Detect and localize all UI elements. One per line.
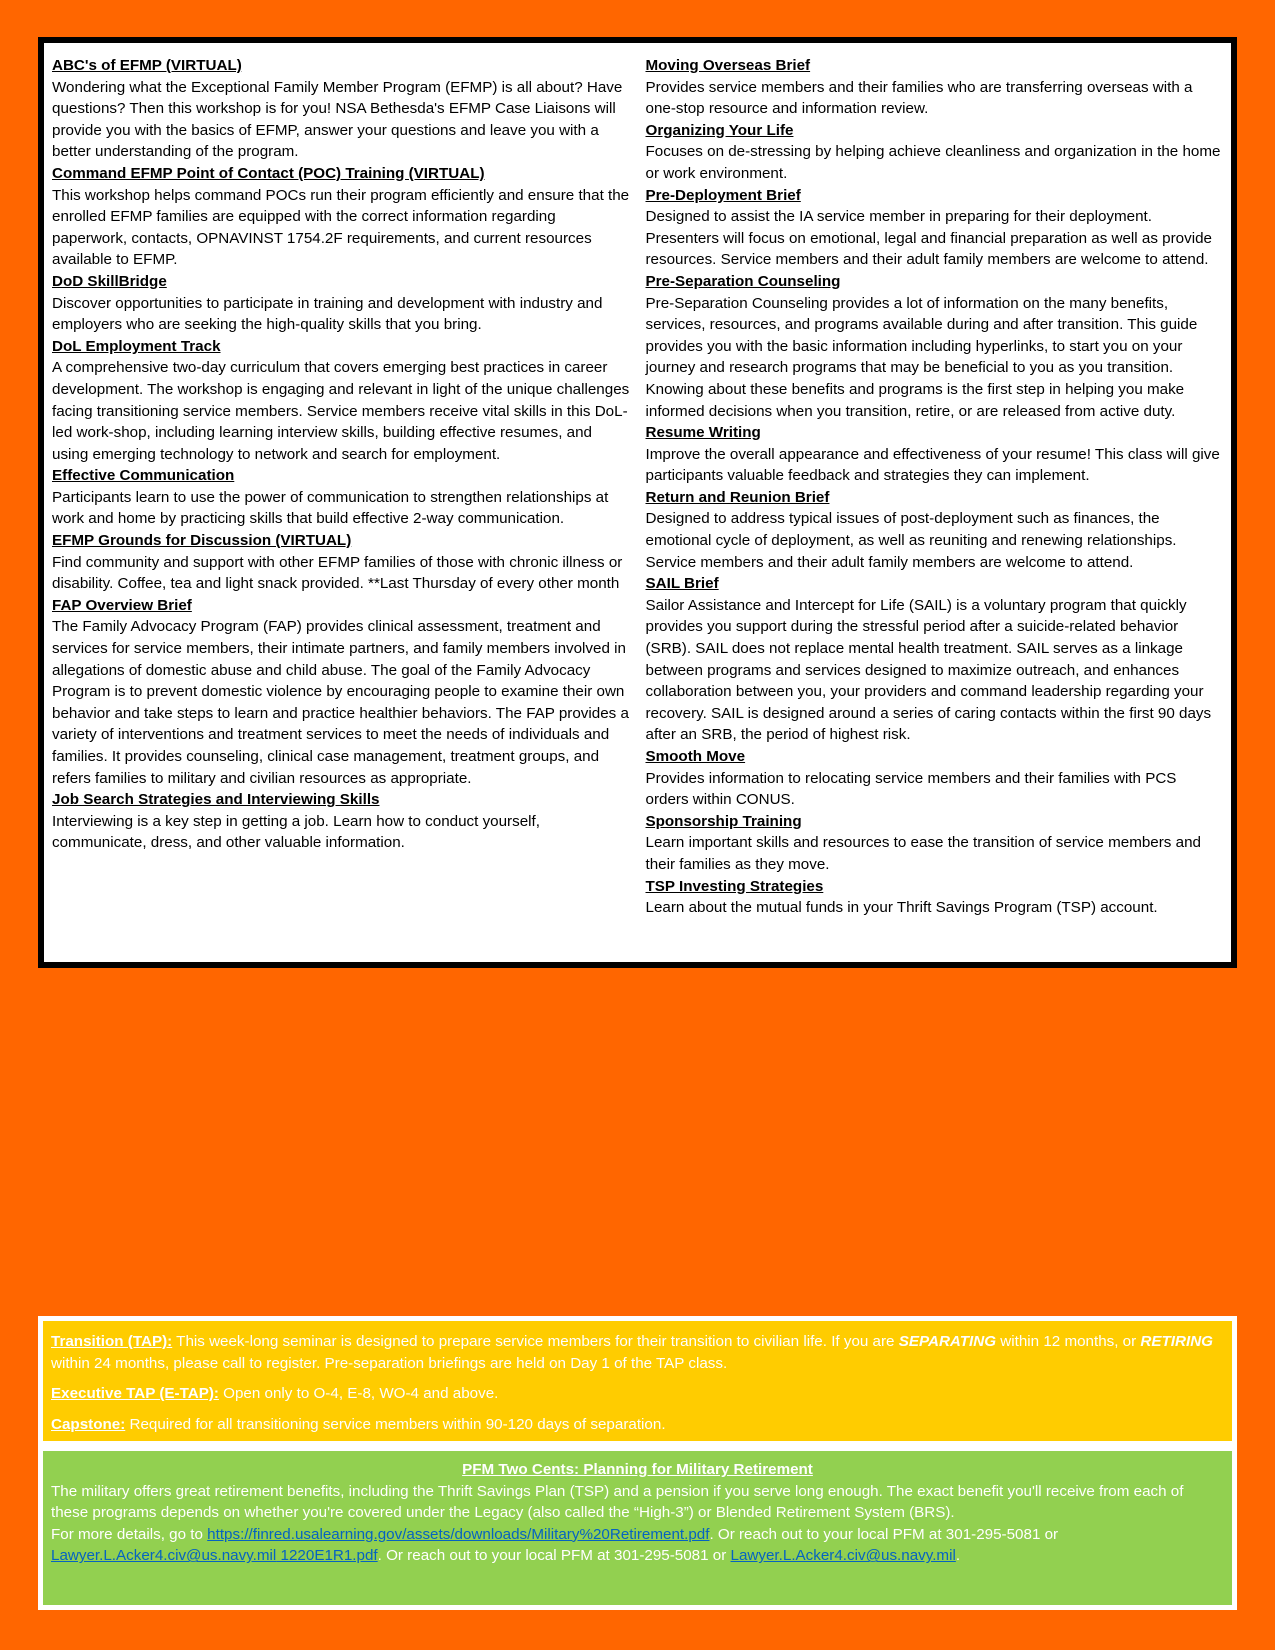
class-description: Learn important skills and resources to ease the transition of service members and their families as they move. — [645, 834, 1201, 873]
class-description: Focuses on de-stressing by helping achieve cleanliness and organization in the home or work environment. — [645, 143, 1221, 182]
pfm-more-prefix: For more details, go to — [51, 1525, 208, 1543]
class-title: DoL Employment Track — [52, 337, 221, 355]
right-column — [644, 55, 1224, 962]
pfm-end: . — [955, 1547, 961, 1565]
class-entry — [646, 271, 1224, 422]
class-entry — [646, 120, 1224, 185]
class-title: Command EFMP Point of Contact (POC) Training (VIRTUAL) — [52, 164, 485, 182]
class-title: Smooth Move — [645, 748, 746, 765]
class-descriptions-panel — [38, 37, 1237, 968]
class-description: Learn about the mutual funds in your Thrift Savings Program (TSP) account. — [645, 899, 1158, 917]
pfm-title: PFM Two Cents: Planning for Military Retirement — [462, 1461, 813, 1478]
class-description: Wondering what the Exceptional Family Member Program (EFMP) is all about? Have questions? Then this workshop is for you! NSA Bethesda's EFMP Case Liaisons will provide you with the basics of EFMP, answer your questions and leave you with a better understanding of the program. — [52, 78, 623, 161]
class-description: Provides information to relocating service members and their families with PCS orders within CONUS. — [645, 769, 1177, 809]
tap-separating: SEPARATING — [898, 1333, 997, 1350]
class-entry — [646, 746, 1224, 811]
class-title: SAIL Brief — [645, 575, 719, 593]
class-description: Provides service members and their families who are transferring overseas with a one-stop resource and information review. — [645, 78, 1193, 118]
class-title: FAP Overview Brief — [52, 596, 192, 614]
class-entry — [52, 336, 630, 466]
class-title: ABC's of EFMP (VIRTUAL) — [52, 57, 242, 74]
class-entry — [52, 530, 630, 595]
pfm-body: The military offers great retirement benefits, including the Thrift Savings Plan (TSP) and a pension if you serve long enough. The exact benefit you'll receive from each of these programs depends on whether you're covered under the Legacy (also called the “High-3”) or Blended Retirement System (BRS). — [51, 1482, 1184, 1522]
etap-paragraph — [51, 1383, 1224, 1405]
capstone-label: Capstone: — [51, 1415, 126, 1433]
class-description: Pre-Separation Counseling provides a lot of information on the many benefits, services, resources, and programs available during and after transition. This guide provides you with the basic information including hyperlinks, to start you on your journey and research programs that may be beneficial to you as you transition. Knowing about these benefits and programs is the first step in helping you make informed decisions when you transition, retire, or are released from active duty. — [645, 294, 1198, 420]
class-entry — [52, 595, 630, 789]
retirement-pdf-link[interactable]: https://finred.usalearning.gov/assets/downloads/Military%20Retirement.pdf — [207, 1525, 710, 1543]
class-entry — [52, 271, 630, 336]
class-entry — [646, 487, 1224, 573]
tap-text-1: This week-long seminar is designed to prepare service members for their transition to civilian life. If you are — [172, 1333, 899, 1350]
class-description: Discover opportunities to participate in training and development with industry and employers who are seeking the high-quality skills that you bring. — [52, 294, 603, 334]
tap-text-3: within 24 months, please call to register. Pre-separation briefings are held on Day 1 of the TAP class. — [51, 1354, 728, 1372]
class-entry — [646, 811, 1224, 876]
class-entry — [646, 422, 1224, 487]
class-title: Return and Reunion Brief — [645, 488, 830, 506]
class-entry — [52, 465, 630, 530]
class-entry — [646, 876, 1224, 919]
class-title: DoD SkillBridge — [52, 272, 167, 290]
tap-paragraph — [51, 1331, 1224, 1374]
class-description: A comprehensive two-day curriculum that covers emerging best practices in career development. The workshop is engaging and relevant in light of the unique challenges facing transitioning service members. Service members receive vital skills in this DoL-led work-shop, including learning interview skills, building effective resumes, and using emerging technology to network and search for employment. — [52, 359, 630, 463]
capstone-text: Required for all transitioning service members within 90-120 days of separation. — [125, 1415, 666, 1433]
class-description: Participants learn to use the power of communication to strengthen relationships at work and home by practicing skills that build effective 2-way communication. — [52, 488, 609, 528]
class-title: Resume Writing — [645, 424, 761, 442]
class-title: Sponsorship Training — [645, 812, 802, 830]
class-description: Sailor Assistance and Intercept for Life (SAIL) is a voluntary program that quickly provides you support during the stressful period after a suicide-related behavior (SRB). SAIL does not replace mental health treatment. SAIL serves as a linkage between programs and services designed to maximize outreach, and enhances collaboration between you, your providers and command leadership regarding your recovery. SAIL is designed around a series of caring contacts within the first 90 days after an SRB, the period of highest risk. — [645, 596, 1212, 744]
pdf-file-link[interactable]: 1220E1R1.pdf — [276, 1547, 378, 1565]
class-description: The Family Advocacy Program (FAP) provides clinical assessment, treatment and services for service members, their intimate partners, and family members involved in allegations of domestic abuse and child abuse. The goal of the Family Advocacy Program is to prevent domestic violence by encouraging people to examine their own behavior and take steps to learn and practice healthier behaviors. The FAP provides a variety of interventions and treatment services to meet the needs of individuals and families. It provides counseling, clinical case management, treatment groups, and refers families to military and civilian resources as appropriate. — [52, 618, 629, 787]
pfm-panel — [38, 1446, 1237, 1610]
transition-info-panel — [38, 1316, 1237, 1446]
tap-text-2: within 12 months, or — [996, 1333, 1141, 1350]
class-description: This workshop helps command POCs run their program efficiently and ensure that the enrolled EFMP families are equipped with the correct information regarding paperwork, contacts, OPNAVINST 1754.2F requirements, and current resources available to EFMP. — [52, 186, 630, 269]
class-title: Job Search Strategies and Interviewing Skills — [52, 791, 380, 809]
class-entry — [52, 163, 630, 271]
class-title: Pre-Separation Counseling — [645, 272, 841, 290]
class-description: Improve the overall appearance and effectiveness of your resume! This class will give participants valuable feedback and strategies they can implement. — [645, 445, 1220, 485]
tap-retiring: RETIRING — [1140, 1333, 1213, 1350]
capstone-paragraph — [51, 1414, 1224, 1436]
pfm-email-link-2[interactable]: Lawyer.L.Acker4.civ@us.navy.mil — [730, 1547, 956, 1565]
class-title: Effective Communication — [52, 467, 235, 485]
class-title: TSP Investing Strategies — [645, 877, 824, 895]
etap-text: Open only to O-4, E-8, WO-4 and above. — [218, 1385, 499, 1403]
class-entry — [646, 55, 1224, 120]
class-title: Pre-Deployment Brief — [645, 186, 801, 204]
pfm-mid-2: . Or reach out to your local PFM at 301-295-5081 or — [377, 1547, 731, 1565]
class-title: Moving Overseas Brief — [645, 57, 811, 74]
pfm-mid-1: . Or reach out to your local PFM at 301-295-5081 or — [709, 1525, 1059, 1543]
pfm-email-link-1[interactable]: Lawyer.L.Acker4.civ@us.navy.mil — [51, 1547, 277, 1565]
class-description: Find community and support with other EFMP families of those with chronic illness or disability. Coffee, tea and light snack provided. **Last Thursday of every other month — [52, 553, 623, 593]
class-entry — [646, 185, 1224, 271]
class-entry — [52, 55, 630, 163]
class-entry — [646, 573, 1224, 746]
left-column — [52, 55, 630, 962]
class-title: Organizing Your Life — [645, 121, 794, 139]
class-description: Designed to assist the IA service member in preparing for their deployment. Presenters will focus on emotional, legal and financial preparation as well as provide resources. Service members and their adult family members are welcome to attend. — [645, 208, 1212, 269]
class-entry — [52, 789, 630, 854]
tap-label: Transition (TAP): — [51, 1333, 173, 1350]
etap-label: Executive TAP (E-TAP): — [51, 1385, 219, 1403]
class-description: Interviewing is a key step in getting a job. Learn how to conduct yourself, communicate, dress, and other valuable information. — [52, 812, 540, 852]
class-title: EFMP Grounds for Discussion (VIRTUAL) — [52, 532, 352, 550]
class-description: Designed to address typical issues of post-deployment such as finances, the emotional cycle of deployment, as well as reuniting and renewing relationships. Service members and their adult family members are welcome to attend. — [645, 510, 1177, 571]
